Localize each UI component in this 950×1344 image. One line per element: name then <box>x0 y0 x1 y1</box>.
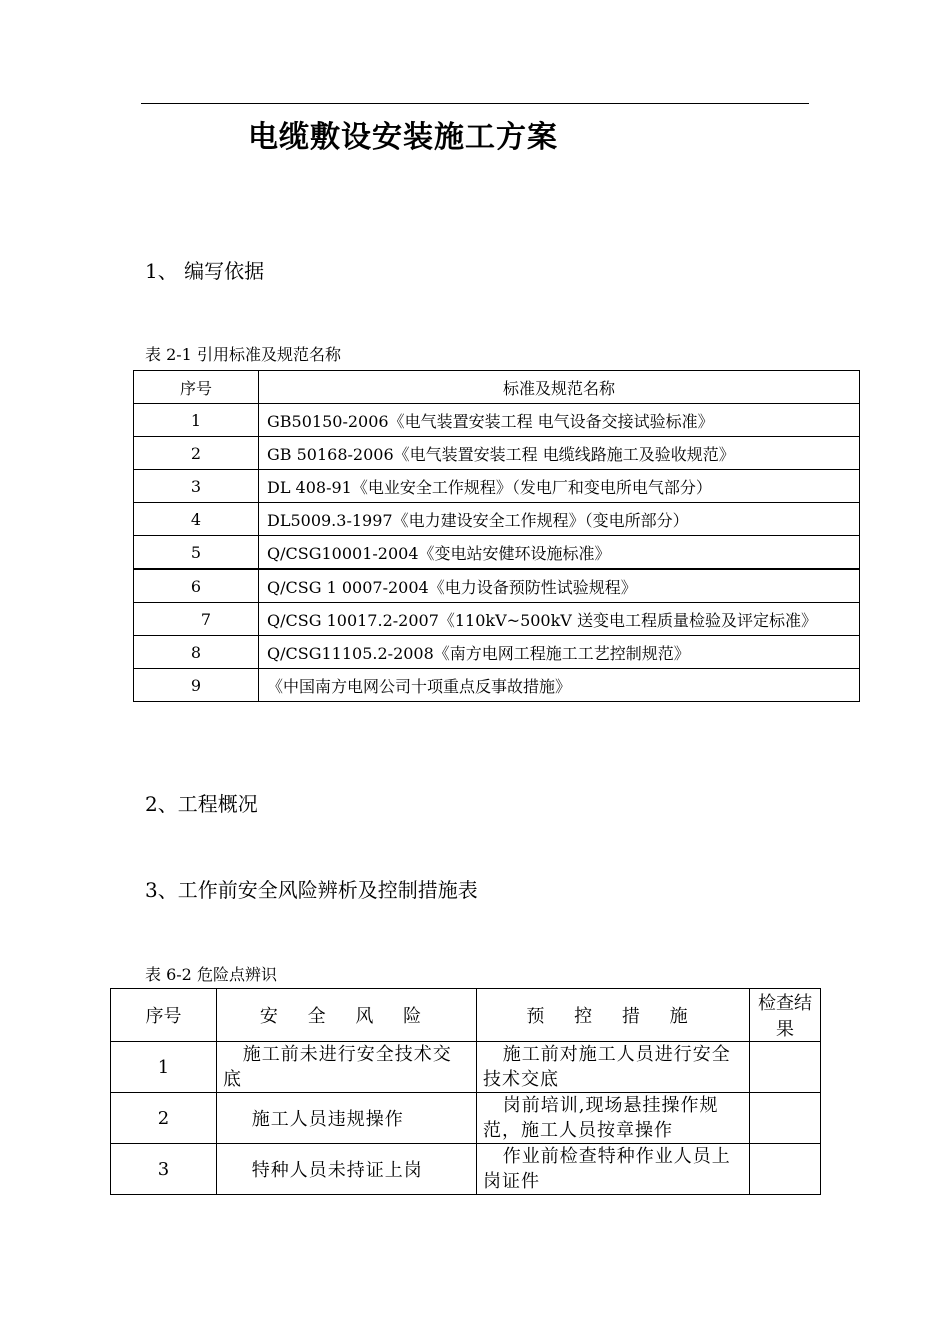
table-row <box>134 503 860 536</box>
row-standard-name: GB50150-2006《电气装置安装工程 电气设备交接试验标准》 <box>259 404 860 437</box>
risk-table <box>110 988 821 1195</box>
row-standard-name: 《中国南方电网公司十项重点反事故措施》 <box>259 669 860 702</box>
row-risk: 特种人员未持证上岗 <box>217 1144 477 1195</box>
row-no: 6 <box>134 569 259 603</box>
row-check-result <box>750 1093 821 1144</box>
row-no: 3 <box>134 470 259 503</box>
table-row <box>134 669 860 702</box>
row-no: 1 <box>111 1042 217 1093</box>
row-no: 1 <box>134 404 259 437</box>
table-row <box>134 536 860 570</box>
column-header-control: 预 控 措 施 <box>477 989 750 1042</box>
column-header-name: 标准及规范名称 <box>259 371 860 404</box>
row-no: 2 <box>134 437 259 470</box>
standards-table <box>133 370 860 702</box>
row-no: 2 <box>111 1093 217 1144</box>
row-no: 4 <box>134 503 259 536</box>
row-control: 施工前对施工人员进行安全技术交底 <box>477 1042 750 1093</box>
row-check-result <box>750 1042 821 1093</box>
row-check-result <box>750 1144 821 1195</box>
row-no: 8 <box>134 636 259 669</box>
table-row <box>111 1093 821 1144</box>
header-rule <box>141 103 809 104</box>
table-row <box>134 603 860 636</box>
column-header-check: 检查结果 <box>750 989 821 1042</box>
row-standard-name: Q/CSG10001-2004《变电站安健环设施标准》 <box>259 536 860 570</box>
section-heading-basis: 1、 编写依据 <box>145 259 265 283</box>
standards-table-caption: 表 2-1 引用标准及规范名称 <box>145 345 341 364</box>
table-row <box>111 1042 821 1093</box>
table-header-row <box>111 989 821 1042</box>
row-no: 3 <box>111 1144 217 1195</box>
row-risk: 施工人员违规操作 <box>217 1093 477 1144</box>
table-row <box>134 569 860 603</box>
row-standard-name: DL5009.3-1997《电力建设安全工作规程》（变电所部分） <box>259 503 860 536</box>
table-header-row <box>134 371 860 404</box>
table-row <box>134 470 860 503</box>
row-standard-name: Q/CSG 1 0007-2004《电力设备预防性试验规程》 <box>259 569 860 603</box>
risk-table-caption: 表 6-2 危险点辨识 <box>145 965 277 984</box>
row-standard-name: Q/CSG11105.2-2008《南方电网工程施工工艺控制规范》 <box>259 636 860 669</box>
table-row <box>134 404 860 437</box>
row-risk: 施工前未进行安全技术交底 <box>217 1042 477 1093</box>
section-heading-overview: 2、工程概况 <box>145 792 258 816</box>
document-title: 电缆敷设安装施工方案 <box>248 120 558 155</box>
row-no: 9 <box>134 669 259 702</box>
row-standard-name: DL 408-91《电业安全工作规程》（发电厂和变电所电气部分） <box>259 470 860 503</box>
row-no: 7 <box>134 603 259 636</box>
row-no: 5 <box>134 536 259 570</box>
column-header-no: 序号 <box>134 371 259 404</box>
column-header-risk: 安 全 风 险 <box>217 989 477 1042</box>
table-row <box>111 1144 821 1195</box>
table-row <box>134 437 860 470</box>
row-control: 作业前检查特种作业人员上岗证件 <box>477 1144 750 1195</box>
row-standard-name: Q/CSG 10017.2-2007《110kV~500kV 送变电工程质量检验及评定标准》 <box>259 603 860 636</box>
table-row <box>134 636 860 669</box>
row-control: 岗前培训,现场悬挂操作规范，施工人员按章操作 <box>477 1093 750 1144</box>
column-header-no: 序号 <box>111 989 217 1042</box>
row-standard-name: GB 50168-2006《电气装置安装工程 电缆线路施工及验收规范》 <box>259 437 860 470</box>
section-heading-risk: 3、工作前安全风险辨析及控制措施表 <box>145 878 478 902</box>
